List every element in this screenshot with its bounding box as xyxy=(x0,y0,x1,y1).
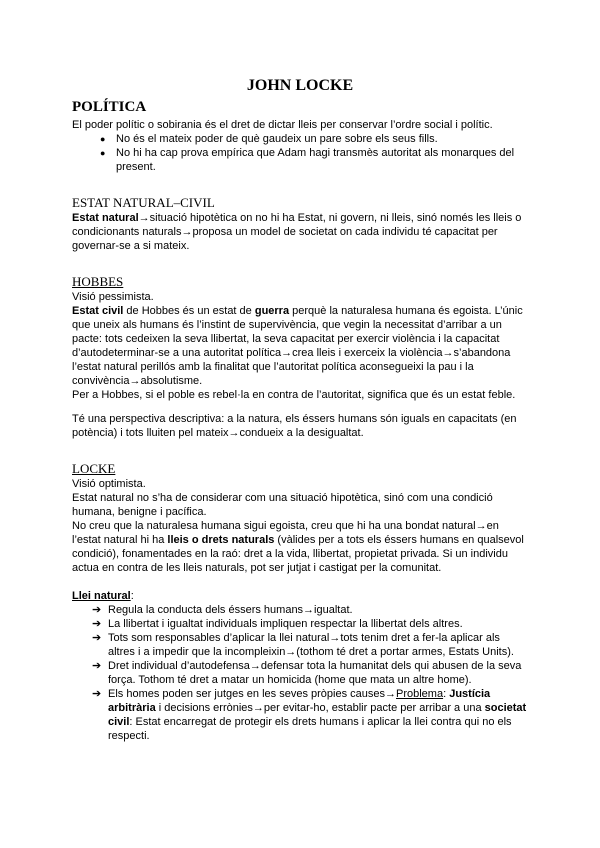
politica-bullet: ● No hi ha cap prova empírica que Adam hagi transmès autoritat als monarques del present. xyxy=(104,146,528,174)
guerra-term: guerra xyxy=(254,305,290,317)
societat-civil-term: societat civil xyxy=(108,702,527,728)
estat-civil-term: Estat civil xyxy=(72,305,124,317)
llei-natural-item xyxy=(92,631,528,659)
locke-vision: Visió optimista. xyxy=(72,478,146,490)
llei-natural-item-text: La llibertat i igualtat individuals impliquen respectar la llibertat dels altres. xyxy=(108,618,463,630)
llei-last-text-b: : xyxy=(443,688,450,700)
politica-bullet-list xyxy=(72,132,528,174)
locke-text-a: No creu que la naturalesa humana sigui egoista, creu que hi ha una bondat natural→en l’estat natural hi ha xyxy=(72,520,499,546)
justicia-arbitraria-term: Justícia arbitrària xyxy=(108,688,491,714)
estat-natural-text: →situació hipotètica on no hi ha Estat, ni govern, ni lleis, sinó només les lleis o condicionants naturals→proposa un model de societat on cada individu té capacitat per governar-se a si mateix. xyxy=(72,212,522,252)
locke-heading: LOCKE xyxy=(72,461,116,476)
llei-natural-list xyxy=(72,603,528,743)
llei-last-text-a: Els homes poden ser jutges en les seves pròpies causes→ xyxy=(108,688,396,700)
llei-natural-item-text: Dret individual d’autodefensa→defensar tota la humanitat dels qui abusen de la seva força. Tothom té dret a matar un homicida (home que mata un altre home). xyxy=(108,660,522,686)
estat-natural-civil-heading: ESTAT NATURAL–CIVIL xyxy=(72,195,215,210)
arrow-bullet-icon: ➔ xyxy=(92,688,102,700)
politica-bullet: ● No és el mateix poder de què gaudeix un pare sobre els seus fills. xyxy=(104,132,528,146)
locke-paragraph-1: Estat natural no s’ha de considerar com una situació hipotètica, sinó com una condició humana, benigne i pacífica. xyxy=(72,492,493,518)
hobbes-text-2: perquè la naturalesa humana és egoista. L’únic que uneix als humans és l’instint de supervivència, que vegin la necessitat d’arribar a un pacte: tots cedeixen la seva llibertat, la seva capacitat per exercir violència i la capacitat d’autodeterminar-se a una autoritat política→crea lleis i exerceix la violència→s’abandona l’estat natural perillós amb la finalitat que l’autoritat política aconsegueixi la pau i la convivència→absolutisme. xyxy=(72,305,523,387)
politica-text: El poder polític o sobirania és el dret de dictar lleis per conservar l’ordre social i polític. xyxy=(72,119,493,131)
hobbes-vision: Visió pessimista. xyxy=(72,291,154,303)
llei-natural-item xyxy=(92,659,528,687)
hobbes-text-1: de Hobbes és un estat de xyxy=(123,305,255,317)
locke-text-c: (vàlides per a tots els éssers humans en qualsevol condició), fonamentades en la raó: dret a la vida, llibertat, propietat privada. Si un individu actua en contra de les lleis naturals, pot ser jutjat i castigat per la comunitat. xyxy=(72,534,524,574)
llei-natural-colon: : xyxy=(130,590,134,602)
estat-natural-paragraph xyxy=(72,211,528,253)
llei-natural-heading: Llei natural xyxy=(72,590,131,602)
hobbes-paragraph xyxy=(72,304,528,388)
llei-natural-item-text: Regula la conducta dels éssers humans→igualtat. xyxy=(108,604,353,616)
arrow-bullet-icon: ➔ xyxy=(92,632,102,644)
document-title: JOHN LOCKE xyxy=(246,77,354,94)
llei-last-text-d: : Estat encarregat de protegir els drets humans i aplicar la llei contra qui no els respecti. xyxy=(108,716,512,742)
lleis-drets-naturals-term: lleis o drets naturals xyxy=(167,534,275,546)
llei-natural-item xyxy=(92,603,528,617)
hobbes-paragraph-3: Té una perspectiva descriptiva: a la natura, els éssers humans són iguals en capacitats (en potència) i tots lluiten pel mateix→condueix a la desigualtat. xyxy=(72,413,517,439)
llei-natural-item xyxy=(92,617,528,631)
politica-heading: POLÍTICA xyxy=(72,99,147,115)
llei-natural-item xyxy=(92,687,528,743)
hobbes-heading: HOBBES xyxy=(72,274,124,289)
arrow-bullet-icon: ➔ xyxy=(92,618,102,630)
problema-term: Problema xyxy=(396,688,444,700)
llei-last-text-c: i decisions errònies→per evitar-ho, establir pacte per arribar a una xyxy=(155,702,485,714)
llei-natural-item-text: Tots som responsables d’aplicar la llei natural→tots tenim dret a fer-la aplicar als altres i a impedir que la incompleixin→(tothom té dret a portar armes, Estats Units). xyxy=(108,632,514,658)
estat-natural-term: Estat natural xyxy=(72,212,139,224)
llei-natural-heading-line xyxy=(72,589,528,603)
arrow-bullet-icon: ➔ xyxy=(92,604,102,616)
hobbes-paragraph-2: Per a Hobbes, si el poble es rebel·la en contra de l’autoritat, significa que és un estat feble. xyxy=(72,389,516,401)
locke-paragraph-2 xyxy=(72,519,528,575)
arrow-bullet-icon: ➔ xyxy=(92,660,102,672)
